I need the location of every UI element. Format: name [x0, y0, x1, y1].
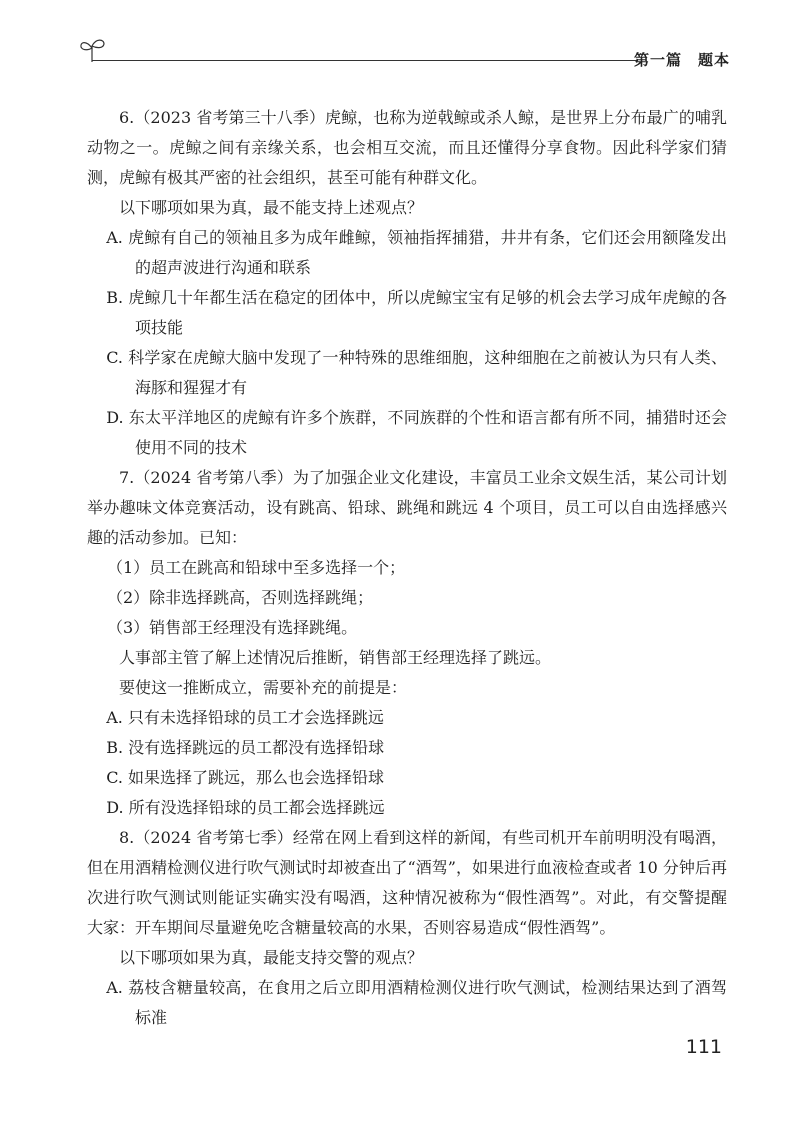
question-6-option-d: D. 东太平洋地区的虎鲸有许多个族群，不同族群的个性和语言都有所不同，捕猎时还会使用不同的技术 [106, 408, 727, 457]
question-8-ask: 以下哪项如果为真，最能支持交警的观点？ [119, 948, 424, 967]
question-7-option-d: D. 所有没选择铅球的员工都会选择跳远 [106, 798, 385, 817]
question-7-condition-3: （3）销售部王经理没有选择跳绳。 [107, 618, 358, 637]
question-6-option-a: A. 虎鲸有自己的领袖且多为成年雌鲸，领袖指挥捕猎，井井有条，它们还会用额隆发出的超声波进行沟通和联系 [106, 228, 727, 277]
question-6-option-c: C. 科学家在虎鲸大脑中发现了一种特殊的思维细胞，这种细胞在之前被认为只有人类、海豚和猩猩才有 [106, 348, 727, 397]
question-7-stem: 7.（2024 省考第八季）为了加强企业文化建设，丰富员工业余文娱生活，某公司计划举办趣味文体竞赛活动，设有跳高、铅球、跳绳和跳远 4 个项目，员工可以自由选择感兴趣的活动参加。已知： [87, 468, 727, 547]
question-7-inference: 人事部主管了解上述情况后推断，销售部王经理选择了跳远。 [119, 648, 552, 667]
section-title: 第一篇 题本 [633, 51, 730, 69]
question-7-ask: 要使这一推断成立，需要补充的前提是： [119, 678, 408, 697]
question-6-stem: 6.（2023 省考第三十八季）虎鲸，也称为逆戟鲸或杀人鲸，是世界上分布最广的哺乳动物之一。虎鲸之间有亲缘关系，也会相互交流，而且还懂得分享食物。因此科学家们猜测，虎鲸有极其严密的社会组织，甚至可能有种群文化。 [87, 108, 727, 187]
question-content [87, 103, 727, 1033]
question-6-ask: 以下哪项如果为真，最不能支持上述观点？ [119, 198, 424, 217]
question-7-option-b: B. 没有选择跳远的员工都没有选择铅球 [106, 738, 385, 757]
question-7-condition-2: （2）除非选择跳高，否则选择跳绳； [107, 588, 374, 607]
question-8-stem: 8.（2024 省考第七季）经常在网上看到这样的新闻，有些司机开车前明明没有喝酒，但在用酒精检测仪进行吹气测试时却被查出了“酒驾”，如果进行血液检查或者 10 分钟后再次进行吹气测试则能证实确实没有喝酒，这种情况被称为“假性酒驾”。对此，有交警提醒大家：开车期间尽量避免吃含糖量较高的水果，否则容易造成“假性酒驾”。 [87, 828, 727, 937]
question-6-option-b: B. 虎鲸几十年都生活在稳定的团体中，所以虎鲸宝宝有足够的机会去学习成年虎鲸的各项技能 [106, 288, 727, 337]
header-rule [92, 60, 638, 61]
question-7-condition-1: （1）员工在跳高和铅球中至多选择一个； [107, 558, 406, 577]
question-8-option-a: A. 荔枝含糖量较高，在食用之后立即用酒精检测仪进行吹气测试，检测结果达到了酒驾标准 [106, 978, 727, 1027]
question-7-option-c: C. 如果选择了跳远，那么也会选择铅球 [106, 768, 385, 787]
page-header [70, 36, 730, 76]
page-number: 111 [685, 1036, 722, 1058]
question-7-option-a: A. 只有未选择铅球的员工才会选择跳远 [106, 708, 384, 727]
